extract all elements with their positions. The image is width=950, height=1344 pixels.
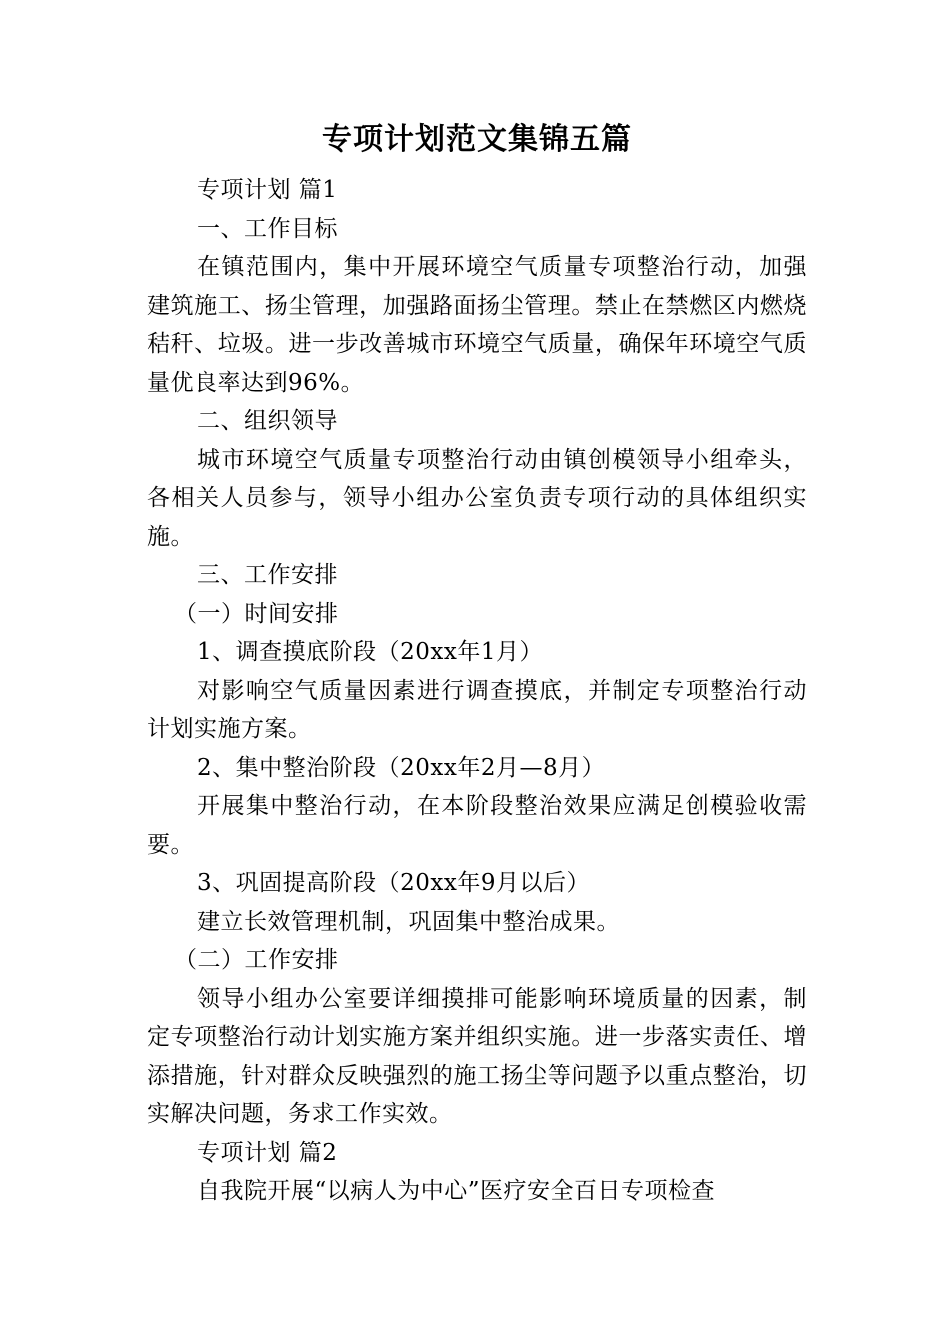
paragraph-organization: 城市环境空气质量专项整治行动由镇创模领导小组牵头，各相关人员参与，领导小组办公室负责专项行动的具体组织实施。 <box>147 446 807 550</box>
heading-work-arrangement: 三、工作安排 <box>197 562 338 588</box>
document-body <box>147 171 807 1211</box>
subheading-work-arrangement: （二）工作安排 <box>174 947 339 973</box>
stage-concentrated-rectification: 2、集中整治阶段（20xx年2月—8月） <box>197 754 606 781</box>
paragraph-concentrated-rectification: 开展集中整治行动，在本阶段整治效果应满足创模验收需要。 <box>147 793 807 858</box>
paragraph-work-goal: 在镇范围内，集中开展环境空气质量专项整治行动，加强建筑施工、扬尘管理，加强路面扬尘管理。禁止在禁燃区内燃烧秸秆、垃圾。进一步改善城市环境空气质量，确保年环境空气质量优良率达到96%。 <box>147 254 807 396</box>
document-title: 专项计划范文集锦五篇 <box>322 122 632 157</box>
paragraph-work-arrangement: 领导小组办公室要详细摸排可能影响环境质量的因素，制定专项整治行动计划实施方案并组织实施。进一步落实责任、增添措施，针对群众反映强烈的施工扬尘等问题予以重点整治，切实解决问题，务求工作实效。 <box>147 985 807 1127</box>
subheading-time-arrangement: （一）时间安排 <box>174 600 339 627</box>
section-heading-part1: 专项计划 篇1 <box>197 177 338 203</box>
heading-work-goal: 一、工作目标 <box>197 215 338 242</box>
stage-consolidation: 3、巩固提高阶段（20xx年9月以后） <box>197 870 590 896</box>
stage-survey: 1、调查摸底阶段（20xx年1月） <box>197 639 543 665</box>
section-heading-part2: 专项计划 篇2 <box>197 1139 338 1166</box>
paragraph-consolidation: 建立长效管理机制，巩固集中整治成果。 <box>197 908 620 935</box>
paragraph-part2-start: 自我院开展“以病人为中心”医疗安全百日专项检查 <box>197 1178 716 1204</box>
heading-organization: 二、组织领导 <box>197 408 338 434</box>
paragraph-survey: 对影响空气质量因素进行调查摸底，并制定专项整治行动计划实施方案。 <box>147 677 807 742</box>
